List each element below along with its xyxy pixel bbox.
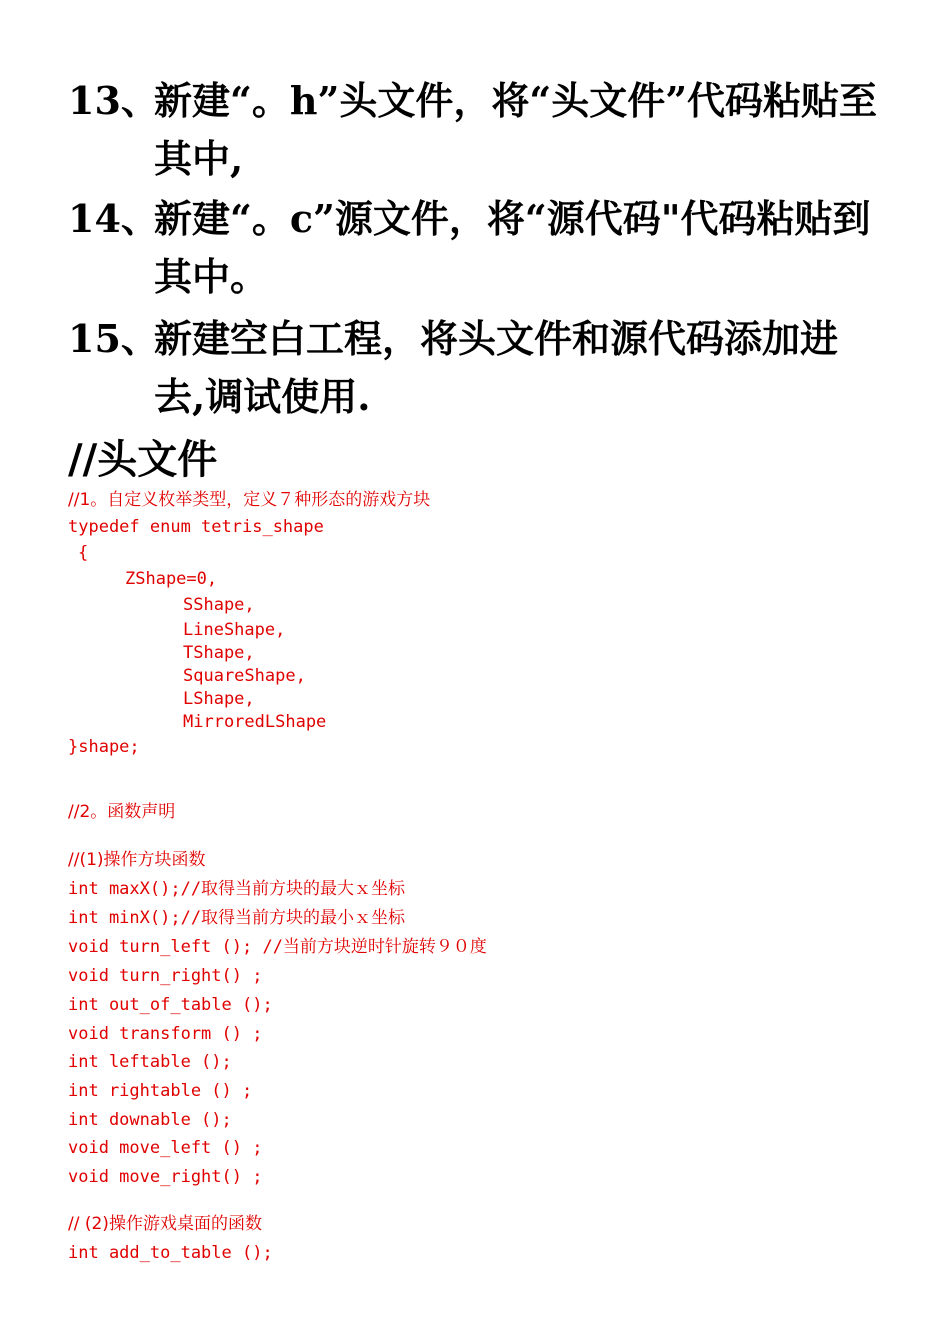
code-line: int add_to_table (); bbox=[68, 1243, 273, 1263]
code-line: LineShape, bbox=[183, 620, 286, 640]
code-line: void transform () ; bbox=[68, 1024, 263, 1044]
step-15 bbox=[68, 310, 888, 426]
step-number: 13、 bbox=[68, 78, 159, 123]
code-line: MirroredLShape bbox=[183, 712, 327, 732]
code-comment: //(1)操作方块函数 bbox=[68, 850, 206, 870]
step-text: 新建“。h”头文件，将“头文件”代码粘贴至其中, bbox=[154, 78, 878, 181]
code-line: int maxX();//取得当前方块的最大ｘ坐标 bbox=[68, 879, 406, 899]
code-line: int leftable (); bbox=[68, 1052, 232, 1072]
code-comment: //2。函数声明 bbox=[68, 802, 176, 822]
code-comment: //1。自定义枚举类型，定义７种形态的游戏方块 bbox=[68, 490, 431, 510]
code-comment: // (2)操作游戏桌面的函数 bbox=[68, 1214, 262, 1234]
code-line: ZShape=0, bbox=[125, 569, 218, 589]
code-line: LShape, bbox=[183, 689, 255, 709]
code-line: }shape; bbox=[68, 737, 140, 757]
code-line: int rightable () ; bbox=[68, 1081, 253, 1101]
code-line: { bbox=[78, 543, 89, 563]
code-line: int downable (); bbox=[68, 1110, 232, 1130]
step-14 bbox=[68, 190, 888, 306]
code-line: int minX();//取得当前方块的最小ｘ坐标 bbox=[68, 908, 406, 928]
code-line: void move_left () ; bbox=[68, 1138, 263, 1158]
code-line: void turn_left (); //当前方块逆时针旋转９０度 bbox=[68, 937, 487, 957]
code-line: void move_right() ; bbox=[68, 1167, 263, 1187]
code-line: void turn_right() ; bbox=[68, 966, 263, 986]
code-line: TShape, bbox=[183, 643, 255, 663]
code-line: int out_of_table (); bbox=[68, 995, 273, 1015]
code-line: SquareShape, bbox=[183, 666, 306, 686]
step-text: 新建“。c”源文件，将“源代码"代码粘贴到其中。 bbox=[154, 196, 871, 299]
step-number: 14、 bbox=[68, 196, 159, 241]
step-13 bbox=[68, 72, 888, 188]
step-number: 15、 bbox=[68, 316, 159, 361]
code-line: SShape, bbox=[183, 595, 255, 615]
section-heading: //头文件 bbox=[68, 436, 218, 483]
step-text: 新建空白工程，将头文件和源代码添加进去,调试使用. bbox=[154, 316, 839, 419]
code-line: typedef enum tetris_shape bbox=[68, 517, 324, 537]
